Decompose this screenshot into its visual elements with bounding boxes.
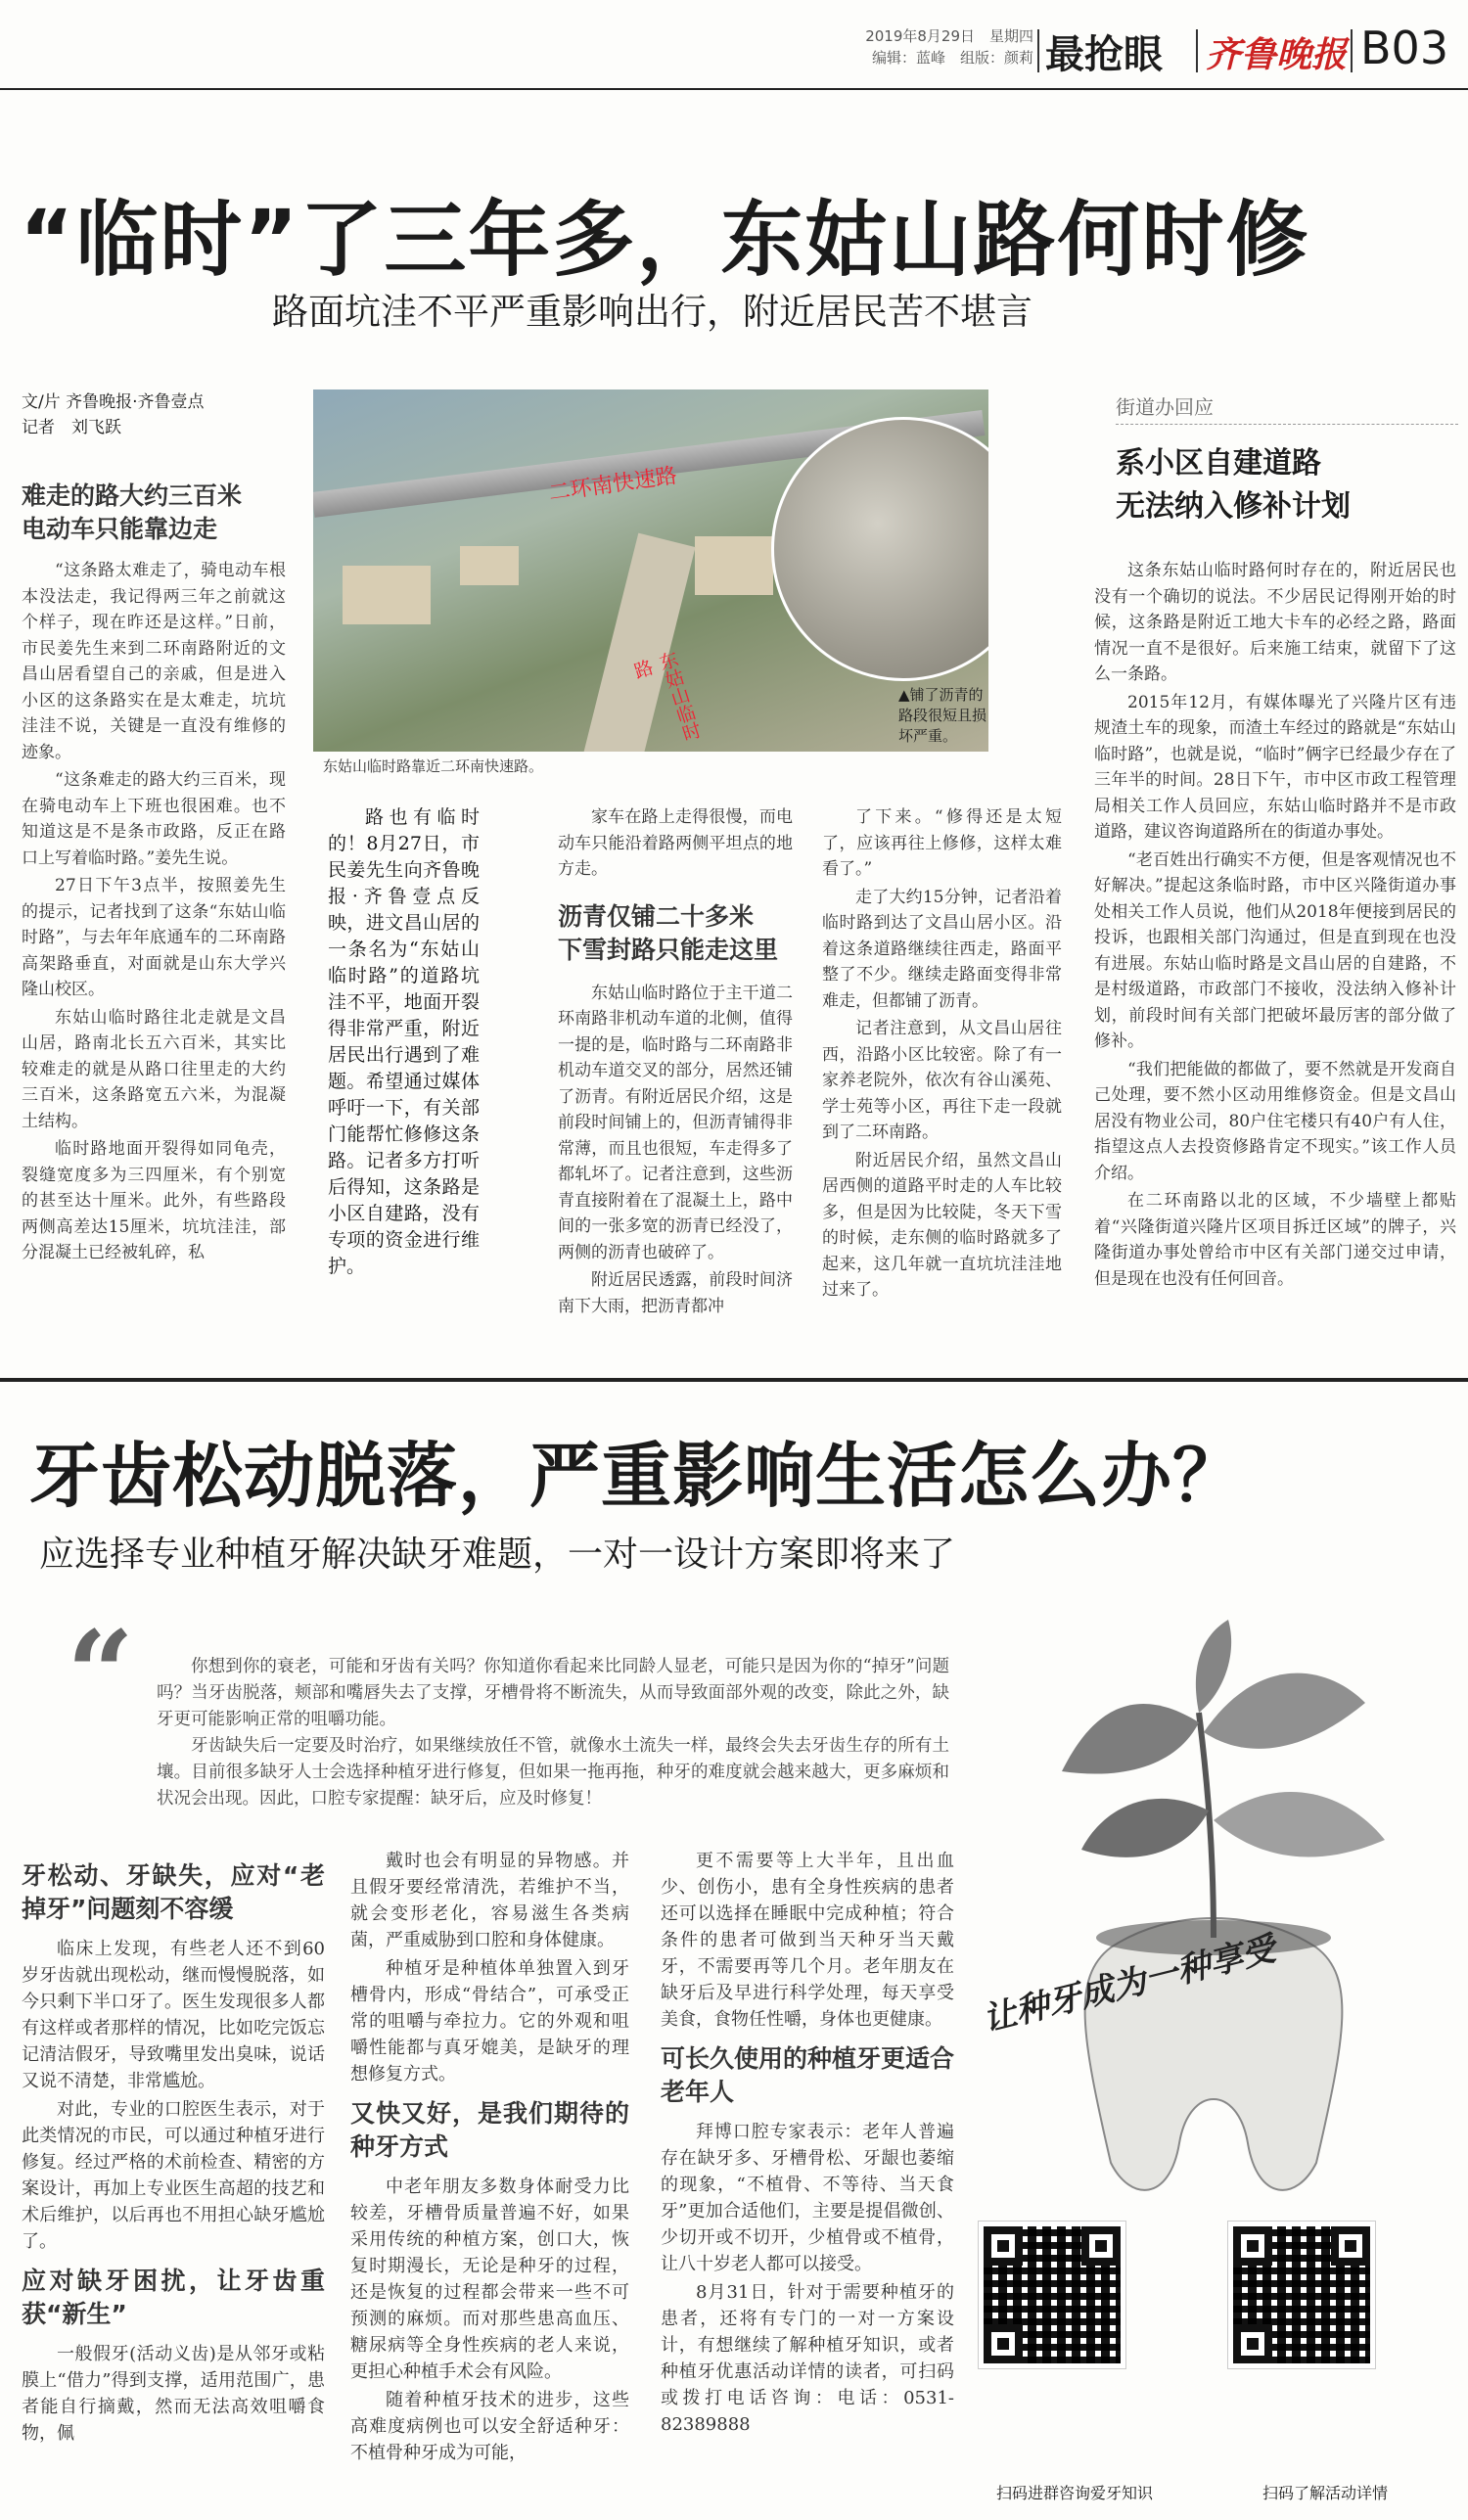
qr-finder [984, 2226, 1023, 2266]
photo-caption: 东姑山临时路靠近二环南快速路。 [323, 757, 544, 775]
byline [22, 389, 205, 440]
article-column-3 [558, 804, 793, 1372]
article-photo [313, 389, 988, 752]
inset-caption: ▲铺了沥青的路段很短且损坏严重。 [898, 686, 987, 745]
column-text [350, 1848, 629, 2087]
paragraph: 8月31日，针对于需要种植牙的患者，还将有专门的一对一方案设计，有想继续了解种植牙知识，或者种植牙优惠活动详情的读者，可扫码或拨打电话咨询：电话：0531-82389888 [661, 2282, 954, 2435]
article-headline: “临时”了三年多，东姑山路何时修 [20, 192, 1310, 288]
paragraph: 记者注意到，从文昌山居往西，沿路小区比较密。除了有一家养老院外，依次有谷山溪苑、学士苑等小区，再往下走一段就到了二环南路。 [822, 1019, 1062, 1142]
ad-headline: 牙齿松动脱落，严重影响生活怎么办？ [29, 1435, 1245, 1517]
column-text [350, 2174, 629, 2466]
article-lede [328, 804, 480, 1372]
building [695, 536, 773, 595]
paragraph: 拜博口腔专家表示：老年人普遍存在缺牙多、牙槽骨松、牙龈也萎缩的现象，“不植骨、不等待、当天食牙”更加合适他们，主要是提倡微创、少切开或不切开，少植骨或不植骨，让八十岁老人都可以接受。 [661, 2122, 954, 2274]
column-text [22, 1936, 325, 2255]
paragraph: 东姑山临时路往北走就是文昌山居，路南北长五六百米，其实比较难走的就是从路口往里走的大约三百米，这条路宽五六米，为混凝土结构。 [22, 1007, 286, 1131]
building [460, 546, 519, 585]
column-text [661, 1848, 954, 2033]
issue-date: 2019年8月29日 星期四 [865, 27, 1033, 45]
leaf [1081, 1799, 1209, 1857]
byline-source: 文/片 齐鲁晚报·齐鲁壹点 [22, 392, 205, 412]
quote-icon: “ [67, 1605, 135, 1743]
column-text [22, 2341, 325, 2447]
column-text [558, 981, 793, 1320]
photo-label: 二环南快速路 [547, 463, 679, 507]
issue-editors: 编辑：蓝峰 组版：颜莉 [871, 49, 1033, 67]
paragraph: 中老年朋友多数身体耐受力比较差，牙槽骨质量普遍不好，如果采用传统的种植方案，创口大，恢复时期漫长，无论是种牙的过程，还是恢复的过程都会带来一些不可预测的麻烦。而对那些患高血压、糖尿病等全身性疾病的老人来说，更担心种植手术会有风险。 [350, 2176, 629, 2382]
column-text [661, 2119, 954, 2438]
sidebar-body [1094, 558, 1456, 1372]
paragraph: “这条路太难走了，骑电动车根本没法走，我记得两三年之前就这个样子，现在昨还是这样。”日前，市民姜先生来到二环南路附近的文昌山居看望自己的亲戚，但是进入小区的这条路实在是太难走，坑坑洼洼不说，关键是一直没有维修的迹象。 [22, 561, 286, 762]
page-number: B03 [1360, 22, 1449, 74]
ad-section-title: 牙松动、牙缺失，应对“老掉牙”问题刻不容缓 [22, 1861, 325, 1923]
paragraph: 家车在路上走得很慢，而电动车只能沿着路两侧平坦点的地方走。 [558, 807, 793, 879]
paragraph: 在二环南路以北的区域，不少墙壁上都贴着“兴隆街道兴隆片区项目拆迁区域”的牌子，兴隆街道办事处曾给市中区有关部门递交过申请，但是现在也没有任何回音。 [1094, 1191, 1456, 1289]
ad-section-title: 可长久使用的种植牙更适合老年人 [661, 2044, 954, 2106]
qr-finder [1233, 2226, 1272, 2266]
paragraph: 你想到你的衰老，可能和牙齿有关吗？你知道你看起来比同龄人显老，可能只是因为你的“掉牙”问题吗？当牙齿脱落，颊部和嘴唇失去了支撑，牙槽骨将不断流失，从而导致面部外观的改变，除此之外，缺牙更可能影响正常的咀嚼功能。 [157, 1657, 949, 1729]
paragraph: 对此，专业的口腔医生表示，对于此类情况的市民，可以通过种植牙进行修复。经过严格的术前检查、精密的方案设计，再加上专业医生高超的技艺和术后维护，以后再也不用担心缺牙尴尬了。 [22, 2099, 325, 2252]
paragraph: 了下来。“修得还是太短了，应该再往上修修，这样太难看了。” [822, 807, 1062, 879]
paragraph: “这条难走的路大约三百米，现在骑电动车上下班也很困难。也不知道这是不是条市政路，反正在路口上写着临时路。”姜先生说。 [22, 770, 286, 868]
paragraph: 种植牙是种植体单独置入到牙槽骨内，形成“骨结合”，可承受正常的咀嚼与牵拉力。它的外观和咀嚼性能都与真牙媲美，是缺牙的理想修复方式。 [350, 1958, 629, 2085]
paragraph: 路也有临时的！8月27日，市民姜先生向齐鲁晚报·齐鲁壹点反映，进文昌山居的一条名为“东姑山临时路”的道路坑洼不平，地面开裂得非常严重，附近居民出行遇到了难题。希望通过媒体呼吁一下，有关部门能帮忙修修这条路。记者多方打听后得知，这条路是小区自建路，没有专项的资金进行维护。 [328, 806, 480, 1277]
leaf [1196, 1620, 1231, 1713]
article-column-4 [822, 804, 1062, 1372]
column-text [822, 804, 1062, 1304]
section-divider [0, 1378, 1468, 1382]
masthead [0, 0, 1468, 90]
paragraph: 戴时也会有明显的异物感。并且假牙要经常清洗，若维护不当，就会变形老化，容易滋生各类病菌，严重威胁到口腔和身体健康。 [350, 1851, 629, 1950]
ad-section-title: 又快又好，是我们期待的种牙方式 [350, 2099, 629, 2161]
paragraph: 走了大约15分钟，记者沿着临时路到达了文昌山居小区。沿着这条道路继续往西走，路面平整了不少。继续走路面变得非常难走，但都铺了沥青。 [822, 887, 1062, 1011]
article-subhead: 路面坑洼不平严重影响出行，附近居民苦不堪言 [272, 291, 1032, 333]
paragraph: 临床上发现，有些老人还不到60岁牙齿就出现松动，继而慢慢脱落，如今只剩下半口牙了。医生发现很多人都有这样或者那样的情况，比如吃完饭忘记清洁假牙，导致嘴里发出臭味，说话又说不清楚，非常尴尬。 [22, 1939, 325, 2091]
column-text [558, 804, 793, 883]
paragraph: 27日下午3点半，按照姜先生的提示，记者找到了这条“东姑山临时路”，与去年年底通车的二环南路高架路垂直，对面就是山东大学兴隆山校区。 [22, 876, 286, 999]
paragraph: 随着种植牙技术的进步，这些高难度病例也可以安全舒适种牙：不植骨种牙成为可能， [350, 2390, 629, 2463]
article-column-1 [22, 480, 286, 1368]
qr-caption: 扫码进群咨询爱牙知识 [996, 2484, 1154, 2502]
qr-finder [1081, 2226, 1121, 2266]
qr-code-activity[interactable] [1228, 2222, 1375, 2368]
lede-text [328, 804, 480, 1280]
paragraph: 附近居民介绍，虽然文昌山居西侧的道路平时走的人车比较多，但是因为比较陡，冬天下雪的时候，走东侧的临时路就多了起来，这几年就一直坑坑洼洼地过来了。 [822, 1150, 1062, 1300]
section-title: 难走的路大约三百米 电动车只能靠边走 [22, 481, 243, 543]
qr-caption: 扫码了解活动详情 [1262, 2484, 1389, 2502]
masthead-rule [0, 88, 1468, 90]
paragraph: 更不需要等上大半年，且出血少、创伤小，患有全身性疾病的患者还可以选择在睡眠中完成种植；符合条件的患者可做到当天种牙当天戴牙，不需要再等几个月。老年朋友在缺牙后及早进行科学处理，每天享受美食，食物任性嚼，身体也更健康。 [661, 1851, 954, 2030]
qr-finder [1331, 2226, 1370, 2266]
ad-column-1 [22, 1859, 325, 2505]
leaf [1204, 1673, 1365, 1749]
stem [1199, 1713, 1214, 1938]
building [343, 566, 431, 624]
ad-section-title: 应对缺牙困扰，让牙齿重获“新生” [22, 2267, 325, 2328]
ad-column-3 [661, 1848, 954, 2513]
paragraph: “我们把能做的都做了，要不然就是开发商自己处理，要不然小区动用维修资金。但是文昌山居没有物业公司，80户住宅楼只有40户有人住，指望这点人去投资修路肯定不现实。”该工作人员介绍。 [1094, 1059, 1456, 1183]
ad-slogan: 让种牙成为一种享受 [979, 1929, 1280, 2040]
intro-text [157, 1654, 949, 1812]
issue-meta [838, 25, 1033, 69]
masthead-divider [1351, 29, 1353, 72]
paragraph: “老百姓出行确实不方便，但是客观情况也不好解决。”提起这条临时路，市中区兴隆街道办事处相关工作人员说，他们从2018年便接到居民的投诉，也跟相关部门沟通过，但是直到现在也没有进展。东姑山临时路是文昌山居的自建路，不是村级道路，市政部门不接收，没法纳入修补计划，前段时间有关部门把破坏最厉害的部分做了修补。 [1094, 849, 1456, 1051]
paragraph: 牙齿缺失后一定要及时治疗，如果继续放任不管，就像水土流失一样，最终会失去牙齿生存的所有土壤。目前很多缺牙人士会选择种植牙进行修复，但如果一拖再拖，种牙的难度就会越来越大，更多麻烦和状况会出现。因此，口腔专家提醒：缺牙后，应及时修复！ [157, 1736, 949, 1809]
leaf [1062, 1704, 1199, 1774]
paragraph: 东姑山临时路位于主干道二环南路非机动车道的北侧，值得一提的是，临时路与二环南路非机动车道交叉的部分，居然还铺了沥青。有附近居民介绍，这是前段时间铺上的，但沥青铺得非常薄，而且也很短，车走得多了都轧坏了。记者注意到，这些沥青直接附着在了混凝土上，路中间的一张多宽的沥青已经没了，两侧的沥青也破碎了。 [558, 983, 793, 1262]
ad-column-2 [350, 1848, 629, 2513]
qr-code-group[interactable] [979, 2222, 1125, 2368]
newspaper-logo: 齐鲁晚报 [1206, 34, 1348, 75]
section-name: 最抢眼 [1045, 32, 1163, 77]
ad-intro [157, 1654, 949, 1812]
paragraph: 2015年12月，有媒体曝光了兴隆片区有违规渣土车的现象，而渣土车经过的路就是“东姑山临时路”，也就是说，“临时”俩字已经最少存在了三年半的时间。28日下午，市中区市政工程管理局相关工作人员回应，东姑山临时路并不是市政道路，建议咨询道路所在的街道办事处。 [1094, 692, 1456, 842]
byline-reporter: 记者 刘飞跃 [22, 418, 121, 437]
paragraph: 附近居民透露，前段时间济南下大雨，把沥青都冲 [558, 1270, 793, 1316]
qr-finder [984, 2324, 1023, 2363]
paragraph: 一般假牙(活动义齿)是从邻牙或粘膜上“借力”得到支撑，适用范围广，患者能自行摘戴，然而无法高效咀嚼食物，佩 [22, 2344, 325, 2444]
paragraph: 这条东姑山临时路何时存在的，附近居民也没有一个确切的说法。不少居民记得刚开始的时候，这条路是附近工地大卡车的必经之路，路面情况一直不是很好。后来施工结束，就留下了这么一条路。 [1094, 561, 1456, 684]
section-title: 沥青仅铺二十多米 下雪封路只能走这里 [558, 901, 779, 964]
column-text [1094, 558, 1456, 1292]
column-text [22, 558, 286, 1266]
ad-subhead: 应选择专业种植牙解决缺牙难题，一对一设计方案即将来了 [39, 1535, 956, 1575]
sidebar-title: 系小区自建道路 无法纳入修补计划 [1116, 446, 1351, 524]
tooth-plant-illustration [964, 1615, 1458, 2202]
photo-label: 东姑山临时路 [628, 649, 704, 745]
masthead-divider [1037, 29, 1039, 72]
masthead-divider [1196, 29, 1198, 72]
sidebar-kicker: 街道办回应 [1116, 391, 1458, 425]
leaf [1214, 1792, 1385, 1856]
paragraph: 临时路地面开裂得如同龟壳，裂缝宽度多为三四厘米，有个别宽的甚至达十厘米。此外，有些路段两侧高差达15厘米，坑坑洼洼，部分混凝土已经被轧碎，私 [22, 1139, 286, 1262]
qr-finder [1233, 2324, 1272, 2363]
